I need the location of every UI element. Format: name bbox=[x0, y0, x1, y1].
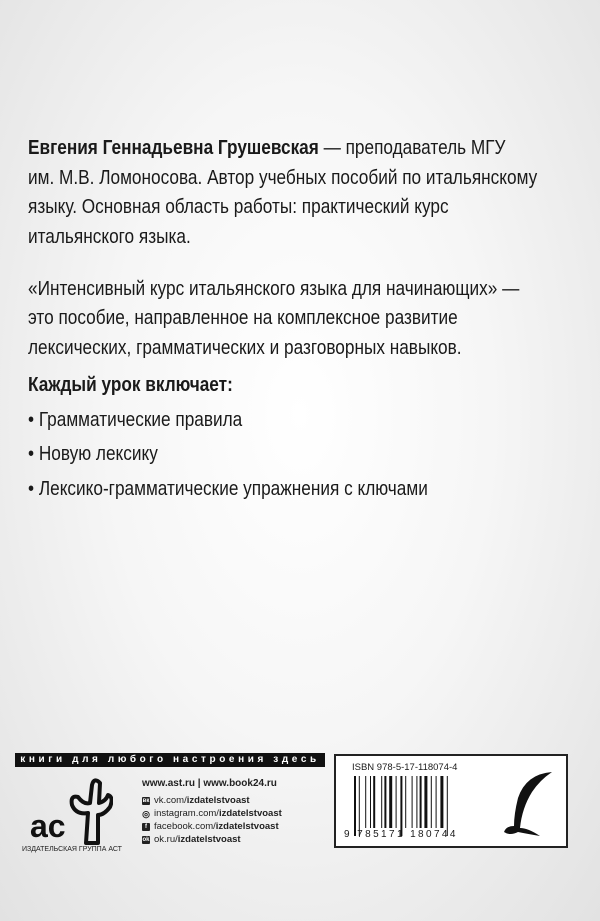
social-link-facebook[interactable]: f facebook.com/ izdatelstvoast bbox=[142, 820, 282, 833]
description-line: лексических, грамматических и разговорных навыков. bbox=[28, 336, 462, 359]
barcode-bar bbox=[359, 776, 360, 836]
barcode-bar bbox=[420, 776, 422, 828]
barcode-bar bbox=[384, 776, 386, 828]
ok-icon: ok bbox=[142, 836, 150, 843]
barcode-bar bbox=[405, 776, 406, 828]
barcode-bar bbox=[373, 776, 375, 828]
publisher-name: ИЗДАТЕЛЬСКАЯ ГРУППА АСТ bbox=[22, 846, 122, 853]
lesson-item: • Новую лексику bbox=[28, 442, 158, 465]
isbn-barcode-box bbox=[334, 754, 568, 848]
barcode-bar bbox=[416, 776, 417, 828]
description-line: «Интенсивный курс итальянского языка для начинающих» — bbox=[28, 277, 520, 300]
barcode-bar bbox=[440, 776, 443, 828]
bio-line: итальянского языка. bbox=[28, 225, 191, 248]
barcode-bar bbox=[436, 776, 437, 828]
bio-line: языку. Основная область работы: практический курс bbox=[28, 195, 449, 218]
barcode bbox=[354, 776, 466, 836]
facebook-icon: f bbox=[142, 823, 150, 831]
social-link-ok[interactable]: ok ok.ru/ izdatelstvoast bbox=[142, 834, 241, 845]
barcode-bar bbox=[412, 776, 413, 828]
barcode-digits: 9 785171 180744 bbox=[344, 829, 458, 840]
barcode-bar bbox=[447, 776, 448, 836]
instagram-icon: ◎ bbox=[142, 808, 150, 819]
lesson-item: • Грамматические правила bbox=[28, 408, 243, 431]
barcode-bar bbox=[381, 776, 382, 828]
barcode-bar bbox=[389, 776, 392, 828]
social-link-instagram[interactable]: ◎ instagram.com/ izdatelstvoast bbox=[142, 808, 282, 819]
barcode-bar bbox=[424, 776, 427, 828]
isbn-number: ISBN 978-5-17-118074-4 bbox=[352, 762, 458, 773]
barcode-bar bbox=[431, 776, 432, 828]
slogan-banner: книги для любого настроения здесь bbox=[15, 753, 325, 767]
barcode-bar bbox=[354, 776, 356, 836]
barcode-bar bbox=[370, 776, 371, 828]
publisher-links bbox=[142, 778, 282, 846]
bio-line: Евгения Геннадьевна Грушевская — преподаватель МГУ bbox=[28, 136, 506, 159]
vk-icon: вк bbox=[142, 797, 150, 804]
barcode-bar bbox=[396, 776, 397, 828]
description-line: это пособие, направленное на комплексное развитие bbox=[28, 306, 458, 329]
lesson-item: • Лексико-грамматические упражнения с ключами bbox=[28, 477, 428, 500]
feather-logo-icon bbox=[496, 768, 556, 840]
social-link-vk[interactable]: вк vk.com/ izdatelstvoast bbox=[142, 795, 250, 806]
barcode-bar bbox=[400, 776, 402, 836]
ast-logo bbox=[28, 775, 113, 845]
svg-text:ac: ac bbox=[30, 808, 66, 844]
author-name: Евгения Геннадьевна Грушевская bbox=[28, 136, 319, 159]
websites-link[interactable]: www.ast.ru | www.book24.ru bbox=[142, 778, 277, 789]
barcode-bar bbox=[365, 776, 366, 828]
bio-line: им. М.В. Ломоносова. Автор учебных пособий по итальянскому bbox=[28, 166, 538, 189]
lesson-heading: Каждый урок включает: bbox=[28, 373, 233, 396]
